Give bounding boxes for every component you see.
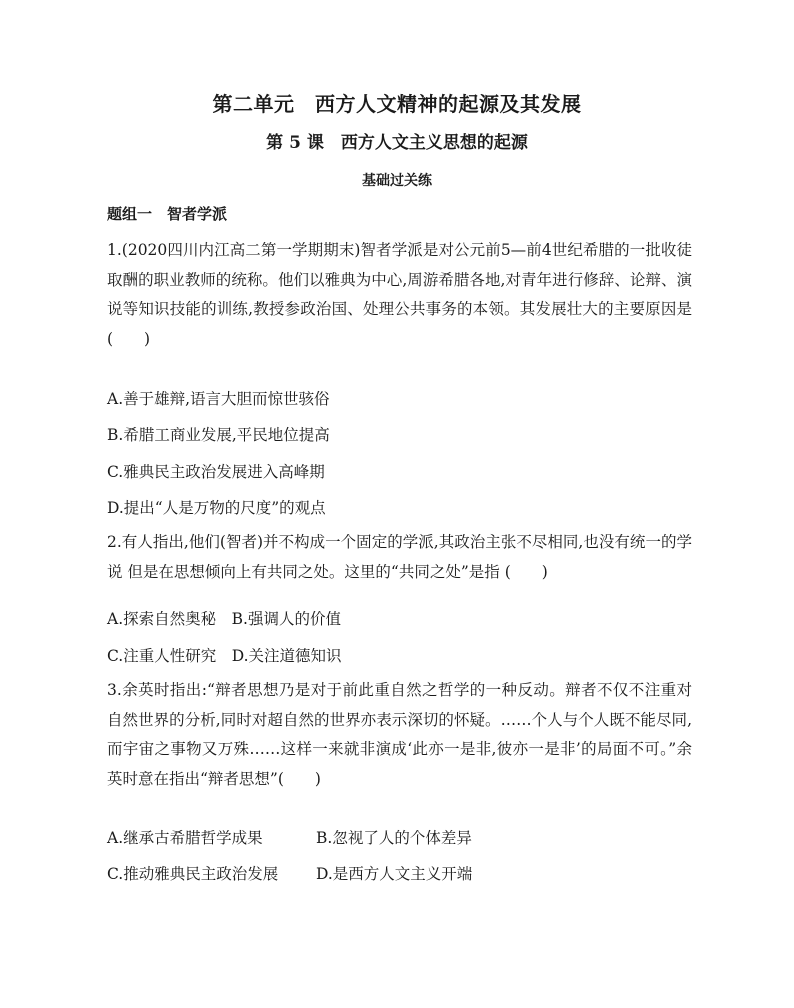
group-title: 题组一 智者学派	[107, 205, 228, 223]
question-2-options-cd: C.注重人性研究 D.关注道德知识	[107, 647, 342, 665]
unit-title: 第二单元 西方人文精神的起源及其发展	[212, 92, 582, 116]
question-1-option-d: D.提出“人是万物的尺度”的观点	[107, 499, 326, 517]
section-title: 基础过关练	[362, 173, 432, 189]
question-1-option-b: B.希腊工商业发展,平民地位提高	[107, 426, 330, 444]
question-1-option-a: A.善于雄辩,语言大胆而惊世骇俗	[107, 390, 330, 408]
question-3-stem: 3.余英时指出:“辩者思想乃是对于前此重自然之哲学的一种反动。辩者不仅不注重对自然世界的分析,同时对超自然的世界亦表示深切的怀疑。……个人与个人既不能尽同,而宇宙之事物又万殊……这样一来就非演成‘此亦一是非,彼亦一是非’的局面不可。”余英时意在指出“辩者思想”( )	[107, 681, 692, 788]
question-2-options-ab: A.探索自然奥秘 B.强调人的价值	[107, 610, 341, 628]
question-3-option-a: A.继承古希腊哲学成果	[107, 829, 263, 847]
question-1-option-c: C.雅典民主政治发展进入高峰期	[107, 463, 325, 481]
lesson-title: 第 5 课 西方人文主义思想的起源	[266, 133, 528, 153]
question-1-stem: 1.(2020四川内江高二第一学期期末)智者学派是对公元前5—前4世纪希腊的一批收徒取酬的职业教师的统称。他们以雅典为中心,周游希腊各地,对青年进行修辞、论辩、演说等知识技能的训练,教授参政治国、处理公共事务的本领。其发展壮大的主要原因是 ( )	[107, 241, 708, 348]
question-2-stem: 2.有人指出,他们(智者)并不构成一个固定的学派,其政治主张不尽相同,也没有统一的学说 但是在思想倾向上有共同之处。这里的“共同之处”是指 ( )	[107, 533, 692, 581]
question-3-option-c: C.推动雅典民主政治发展	[107, 865, 279, 883]
question-3-option-b: B.忽视了人的个体差异	[316, 829, 472, 847]
question-3-option-d: D.是西方人文主义开端	[316, 865, 473, 883]
